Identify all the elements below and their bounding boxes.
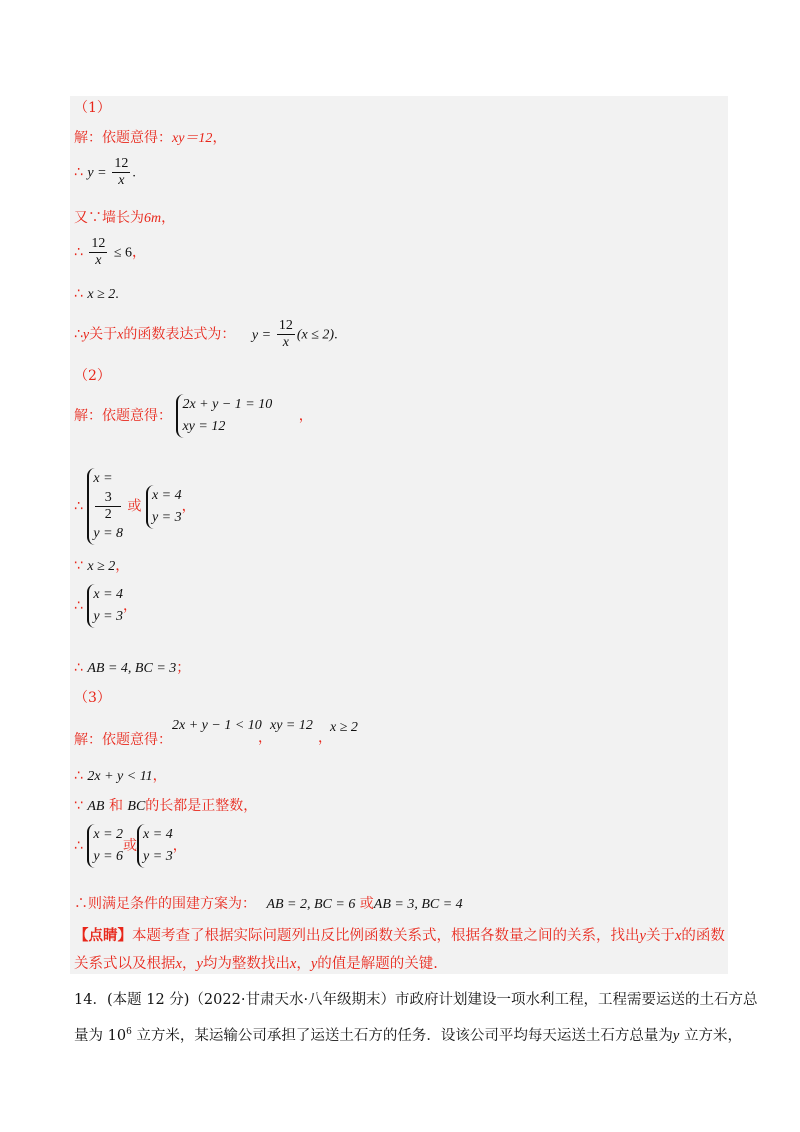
system-equations-1: 2x + y − 1 = 10 xy = 12: [176, 394, 272, 438]
solution-system-d: x = 4 y = 3: [137, 824, 173, 868]
part1-label: （1）: [74, 100, 111, 116]
part1-line5: ∴ x ≥ 2.: [74, 286, 119, 302]
part2-label: （2）: [74, 368, 111, 384]
question-14-line2: 量为 $10^6$ 立方米，某运输公司承担了运送土石方的任务．设该公司平均每天运送土石方总量为y 立方米，: [74, 1027, 742, 1044]
question-14-line1: 14．(本题 12 分)（2022·甘肃天水·八年级期末）市政府计划建设一项水利工程，工程需要运送的土石方总: [74, 992, 758, 1008]
part3-line5: ∴则满足条件的围建方案为： AB = 2, BC = 6 或AB = 3, BC = 4: [74, 896, 463, 912]
final-system: x = 4 y = 3: [87, 584, 123, 628]
fraction-12-over-x: $\frac{12}{x}$: [278, 318, 293, 350]
solution-system-a: x = 3 2 y = 8: [87, 468, 123, 545]
part1-line6: ∴y关于x的函数表达式为： y = $\frac{12}{x}$ (x ≤ 2).: [74, 318, 338, 350]
part3-line2: ∴ 2x + y < 11，: [74, 768, 167, 784]
part2-line1: 解：依题意得： 2x + y − 1 = 10 xy = 12 ，: [74, 394, 313, 438]
comment-line1: 【点睛】本题考查了根据实际问题列出反比例函数关系式，根据各数量之间的关系，找出y关于x的函数: [74, 927, 725, 944]
fraction-12-over-x: $\frac{12}{x}$: [114, 156, 129, 188]
fraction-12-over-x: $\frac{12}{x}$: [91, 236, 106, 268]
part1-line3: 又∵墙长为6m，: [74, 210, 176, 226]
part2-line2: ∴ x = 3 2 y = 8 或 x = 4 y = 3 ，: [74, 468, 196, 545]
part1-line1: 解：依题意得：xy＝12，: [74, 130, 227, 146]
part3-line4: ∴ x = 2 y = 6 或 x = 4 y = 3 ，: [74, 824, 187, 868]
solution-system-b: x = 4 y = 3: [146, 485, 182, 529]
part2-line3: ∵ x ≥ 2，: [74, 558, 130, 574]
part2-line4: ∴ x = 4 y = 3 ，: [74, 584, 137, 628]
comment-line2: 关系式以及根据x，y均为整数找出x，y的值是解题的关键.: [74, 956, 438, 972]
part2-line5: ∴ AB = 4, BC = 3；: [74, 660, 191, 676]
solution-system-c: x = 2 y = 6: [87, 824, 123, 868]
part3-label: （3）: [74, 690, 111, 706]
part3-line3: ∵ AB 和 BC的长都是正整数，: [74, 798, 258, 814]
part1-line4: ∴ $\frac{12}{x}$ ≤ 6，: [74, 236, 147, 268]
part1-line2: ∴ y = $\frac{12}{x}$ .: [74, 156, 136, 188]
